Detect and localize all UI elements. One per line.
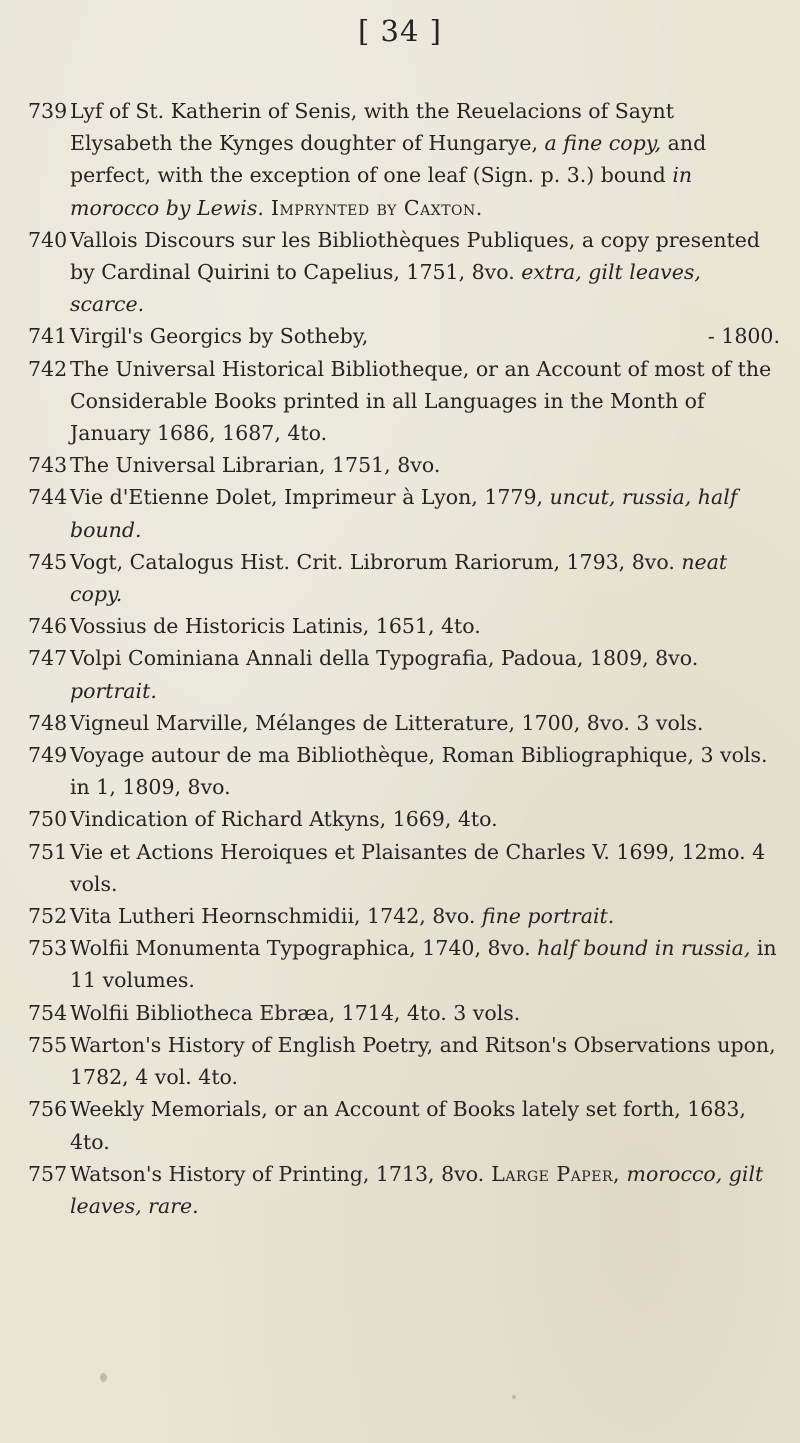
entry-text: The Universal Librarian, 1751, 8vo. [70, 453, 441, 478]
entry-text: Vossius de Historicis Latinis, 1651, 4to. [70, 614, 481, 639]
entry-text: Warton's History of English Poetry, and Ritson's Observations upon, 1782, 4 vol. 4to. [70, 1032, 776, 1090]
entry-text: Virgil's Georgics by Sotheby, - 1800. [70, 320, 780, 352]
entry-text: Vita Lutheri Heornschmidii, 1742, 8vo. fine portrait. [70, 904, 615, 929]
list-item [28, 481, 780, 545]
entry-number: 740 [28, 227, 68, 252]
entry-date: - 1800. [707, 324, 780, 349]
list-item [28, 224, 780, 321]
list-item [28, 449, 780, 481]
entry-number: 752 [28, 904, 68, 929]
entry-number: 741 [28, 324, 68, 349]
list-item [28, 803, 780, 835]
page-number: [ 34 ] [358, 14, 442, 48]
entry-text: Wolfii Monumenta Typographica, 1740, 8vo. half bound in russia, in 11 volumes. [70, 936, 777, 993]
entry-text: Vindication of Richard Atkyns, 1669, 4to. [70, 807, 498, 832]
entry-text: Vie et Actions Heroiques et Plaisantes de Charles V. 1699, 12mo. 4 vols. [70, 839, 766, 896]
list-item [28, 546, 780, 610]
entry-number: 755 [28, 1032, 68, 1057]
entry-text: Volpi Cominiana Annali della Typografia, Padoua, 1809, 8vo. portrait. [70, 646, 699, 703]
entry-text: Voyage autour de ma Bibliothèque, Roman Bibliographique, 3 vols. in 1, 1809, 8vo. [70, 743, 768, 800]
list-item [28, 642, 780, 706]
list-item [28, 739, 780, 803]
list-item [28, 836, 780, 900]
entry-text: Watson's History of Printing, 1713, 8vo. Large Paper, morocco, gilt leaves, rare. [70, 1161, 764, 1218]
entry-number: 757 [28, 1161, 68, 1186]
entry-number: 750 [28, 807, 68, 832]
entry-list [28, 95, 780, 1222]
list-item [28, 95, 780, 224]
entry-number: 754 [28, 1000, 68, 1025]
entry-number: 748 [28, 710, 68, 735]
entry-number: 751 [28, 839, 68, 864]
paper-spot [512, 1395, 516, 1399]
list-item [28, 320, 780, 352]
entry-text: Vogt, Catalogus Hist. Crit. Librorum Rariorum, 1793, 8vo. neat copy. [70, 549, 728, 607]
entry-text: Wolfii Bibliotheca Ebræa, 1714, 4to. 3 vols. [70, 1000, 521, 1025]
entry-text: Weekly Memorials, or an Account of Books lately set forth, 1683, 4to. [70, 1097, 746, 1154]
entry-number: 743 [28, 453, 68, 478]
list-item [28, 900, 780, 932]
entry-number: 742 [28, 356, 68, 381]
list-item [28, 1158, 780, 1222]
list-item [28, 932, 780, 996]
entry-text: Vallois Discours sur les Bibliothèques Publiques, a copy presented by Cardinal Quirini to Capelius, 1751, 8vo. extra, gilt leaves, scarce. [70, 227, 761, 317]
entry-number: 756 [28, 1097, 68, 1122]
entry-number: 744 [28, 485, 68, 510]
entry-number: 745 [28, 549, 68, 574]
list-item [28, 1029, 780, 1093]
entry-number: 747 [28, 646, 68, 671]
entry-text: The Universal Historical Bibliotheque, or an Account of most of the Considerable Books printed in all Languages in the Month of January 1686, 1687, 4to. [70, 356, 772, 446]
entry-text: Vie d'Etienne Dolet, Imprimeur à Lyon, 1779, uncut, russia, half bound. [70, 485, 738, 542]
list-item [28, 997, 780, 1029]
entry-number: 749 [28, 743, 68, 768]
entry-number: 739 [28, 99, 68, 123]
list-item [28, 610, 780, 642]
list-item [28, 353, 780, 450]
entry-number: 746 [28, 614, 68, 639]
entry-number: 753 [28, 936, 68, 961]
paper-spot [100, 1373, 107, 1382]
entry-text: Vigneul Marville, Mélanges de Litterature, 1700, 8vo. 3 vols. [70, 710, 704, 735]
entry-text: Lyf of St. Katherin of Senis, with the Reuelacions of Saynt Elysabeth the Kynges doughter of Hungarye, a fine copy, and perfect, with the exception of one leaf (Sign. p. 3.) bound in morocco by Lewis. Imprynted by Caxton. [70, 99, 707, 220]
list-item [28, 707, 780, 739]
list-item [28, 1093, 780, 1157]
